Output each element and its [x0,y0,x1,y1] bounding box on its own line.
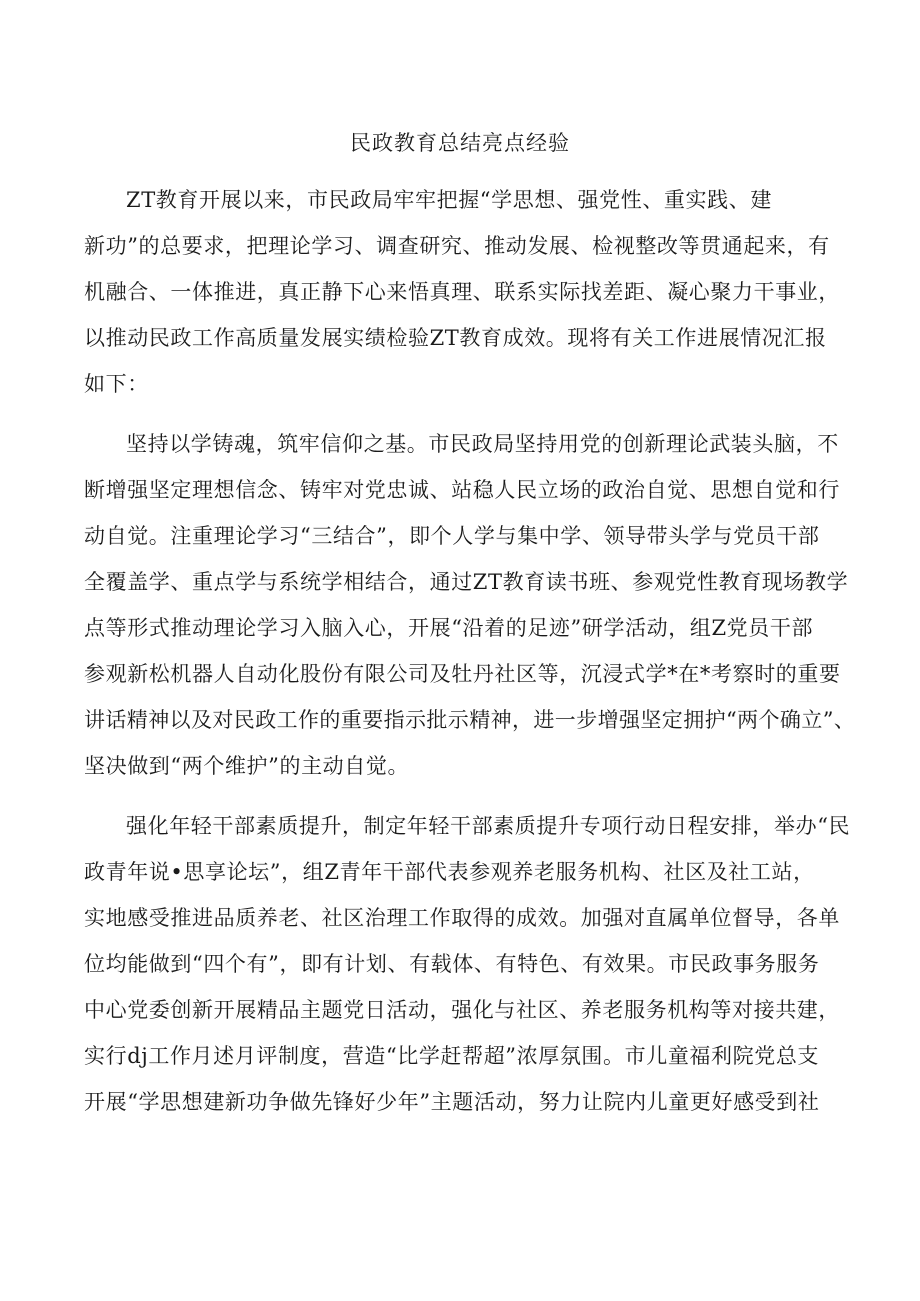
paragraph-1-line-2: 新功”的总要求，把理论学习、调查研究、推动发展、检视整改等贯通起来，有 [84,234,830,258]
paragraph-2-line-1: 坚持以学铸魂，筑牢信仰之基。市民政局坚持用党的创新理论武装头脑，不 [126,432,839,456]
paragraph-1-line-4: 以推动民政工作高质量发展实绩检验ZT教育成效。现将有关工作进展情况汇报 [84,326,827,350]
paragraph-2-line-7: 讲话精神以及对民政工作的重要指示批示精神，进一步增强坚定拥护“两个确立”、 [84,708,856,732]
paragraph-2-line-3: 动自觉。注重理论学习“三结合”，即个人学与集中学、领导带头学与党员干部 [84,524,820,548]
paragraph-2-line-5: 点等形式推动理论学习入脑入心，开展“沿着的足迹”研学活动，组Z党员干部 [84,616,814,640]
paragraph-2-line-4: 全覆盖学、重点学与系统学相结合，通过ZT教育读书班、参观党性教育现场教学 [84,570,849,594]
paragraph-2-line-2: 断增强坚定理想信念、铸牢对党忠诚、站稳人民立场的政治自觉、思想自觉和行 [84,478,840,502]
paragraph-3-line-4: 位均能做到“四个有”，即有计划、有载体、有特色、有效果。市民政事务服务 [84,952,820,976]
paragraph-3-line-1: 强化年轻干部素质提升，制定年轻干部素质提升专项行动日程安排，举办“民 [126,814,851,838]
document-title: 民政教育总结亮点经验 [350,131,570,155]
paragraph-1-line-5: 如下： [84,372,149,396]
paragraph-2-line-8: 坚决做到“两个维护”的主动自觉。 [84,754,410,778]
paragraph-1-line-3: 机融合、一体推进，真正静下心来悟真理、联系实际找差距、凝心聚力干事业， [84,280,840,304]
paragraph-3-line-5: 中心党委创新开展精品主题党日活动，强化与社区、养老服务机构等对接共建， [84,998,840,1022]
paragraph-1-line-1: ZT教育开展以来，市民政局牢牢把握“学思想、强党性、重实践、建 [126,188,772,212]
paragraph-3-line-6: 实行dj工作月述月评制度，营造“比学赶帮超”浓厚氛围。市儿童福利院党总支 [84,1044,820,1068]
paragraph-3-line-2: 政青年说•思享论坛”，组Z青年干部代表参观养老服务机构、社区及社工站， [84,860,815,884]
paragraph-3-line-7: 开展“学思想建新功争做先锋好少年”主题活动，努力让院内儿童更好感受到社 [84,1090,820,1114]
paragraph-3-line-3: 实地感受推进品质养老、社区治理工作取得的成效。加强对直属单位督导，各单 [84,906,840,930]
paragraph-2-line-6: 参观新松机器人自动化股份有限公司及牡丹社区等，沉浸式学*在*考察时的重要 [84,662,841,686]
